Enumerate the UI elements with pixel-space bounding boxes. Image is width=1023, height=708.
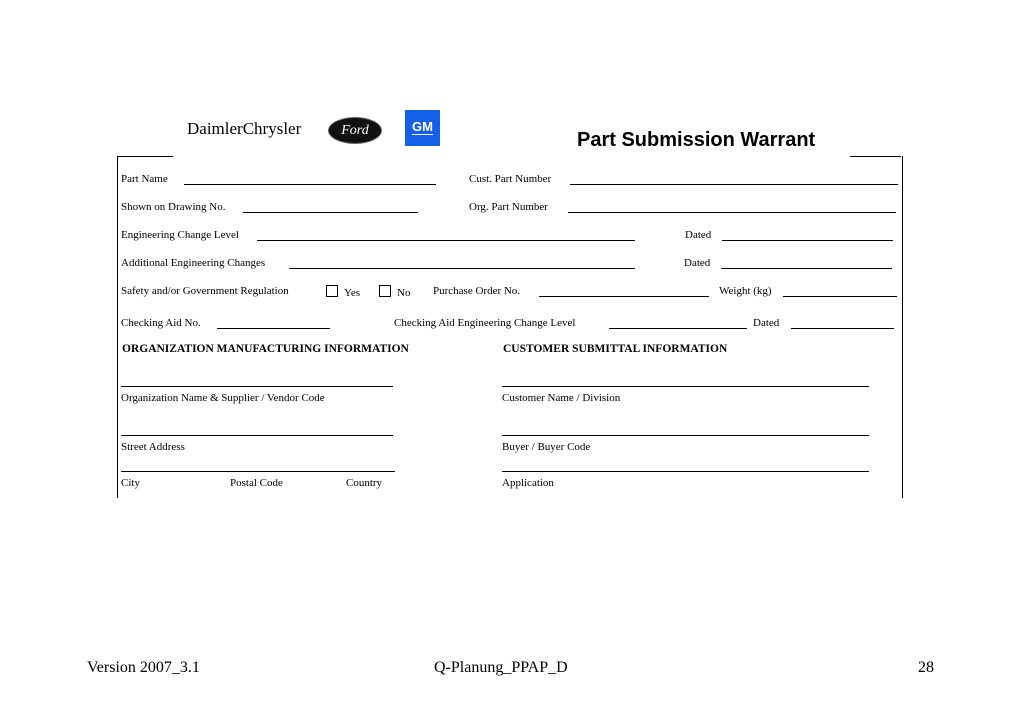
no-label: No	[397, 287, 411, 299]
footer-version: Version 2007_3.1	[87, 659, 200, 676]
city-label: City	[121, 477, 140, 489]
additional-eng-changes-label: Additional Engineering Changes	[121, 257, 266, 269]
street-field[interactable]	[121, 435, 393, 436]
page-number: 28	[918, 659, 934, 676]
application-label: Application	[502, 477, 554, 489]
country-label: Country	[346, 477, 383, 489]
org-name-field[interactable]	[121, 386, 393, 387]
form-title: Part Submission Warrant	[577, 129, 816, 151]
postal-label: Postal Code	[230, 477, 283, 489]
purchase-order-label: Purchase Order No.	[433, 285, 521, 297]
customer-name-label: Customer Name / Division	[502, 392, 621, 404]
checkbox-icon	[326, 285, 338, 297]
ford-logo-text: Ford	[341, 123, 369, 138]
purchase-order-field[interactable]	[539, 296, 709, 297]
shown-on-drawing-field[interactable]	[243, 212, 418, 213]
additional-eng-changes-field[interactable]	[289, 268, 635, 269]
gm-logo	[405, 110, 440, 146]
checking-aid-ecl-field[interactable]	[609, 328, 747, 329]
dated-label-2: Dated	[684, 257, 711, 269]
dated-label-3: Dated	[753, 317, 780, 329]
city-field[interactable]	[121, 471, 395, 472]
cust-section-heading: CUSTOMER SUBMITTAL INFORMATION	[503, 343, 728, 355]
cust-part-number-field[interactable]	[570, 184, 898, 185]
org-part-number-field[interactable]	[568, 212, 896, 213]
part-name-label: Part Name	[121, 173, 168, 185]
footer-center: Q-Planung_PPAP_D	[434, 659, 568, 676]
eng-change-level-field[interactable]	[257, 240, 635, 241]
shown-on-drawing-label: Shown on Drawing No.	[121, 201, 226, 213]
yes-label: Yes	[344, 287, 361, 299]
weight-label: Weight (kg)	[719, 285, 772, 297]
cust-part-number-label: Cust. Part Number	[469, 173, 552, 185]
frame-top-left	[117, 156, 173, 157]
checkbox-icon	[379, 285, 391, 297]
checking-aid-no-field[interactable]	[217, 328, 330, 329]
eng-change-level-label: Engineering Change Level	[121, 229, 239, 241]
yes-checkbox[interactable]	[326, 285, 360, 299]
part-name-field[interactable]	[184, 184, 436, 185]
dated-field-2[interactable]	[721, 268, 892, 269]
weight-field[interactable]	[783, 296, 897, 297]
checking-aid-no-label: Checking Aid No.	[121, 317, 201, 329]
ford-logo	[328, 117, 382, 144]
org-name-label: Organization Name & Supplier / Vendor Code	[121, 392, 325, 404]
dated-field-3[interactable]	[791, 328, 894, 329]
org-section-heading: ORGANIZATION MANUFACTURING INFORMATION	[122, 343, 409, 355]
dated-field-1[interactable]	[722, 240, 893, 241]
no-checkbox[interactable]	[379, 285, 410, 299]
org-part-number-label: Org. Part Number	[469, 201, 548, 213]
daimlerchrysler-logo: DaimlerChrysler	[187, 119, 302, 138]
safety-regulation-label: Safety and/or Government Regulation	[121, 285, 289, 297]
buyer-label: Buyer / Buyer Code	[502, 441, 591, 453]
checking-aid-ecl-label: Checking Aid Engineering Change Level	[394, 317, 576, 329]
frame-top-right	[850, 156, 901, 157]
application-field[interactable]	[502, 471, 869, 472]
customer-name-field[interactable]	[502, 386, 869, 387]
buyer-field[interactable]	[502, 435, 869, 436]
dated-label-1: Dated	[685, 229, 712, 241]
street-label: Street Address	[121, 441, 185, 453]
gm-logo-text: GM	[412, 119, 433, 134]
